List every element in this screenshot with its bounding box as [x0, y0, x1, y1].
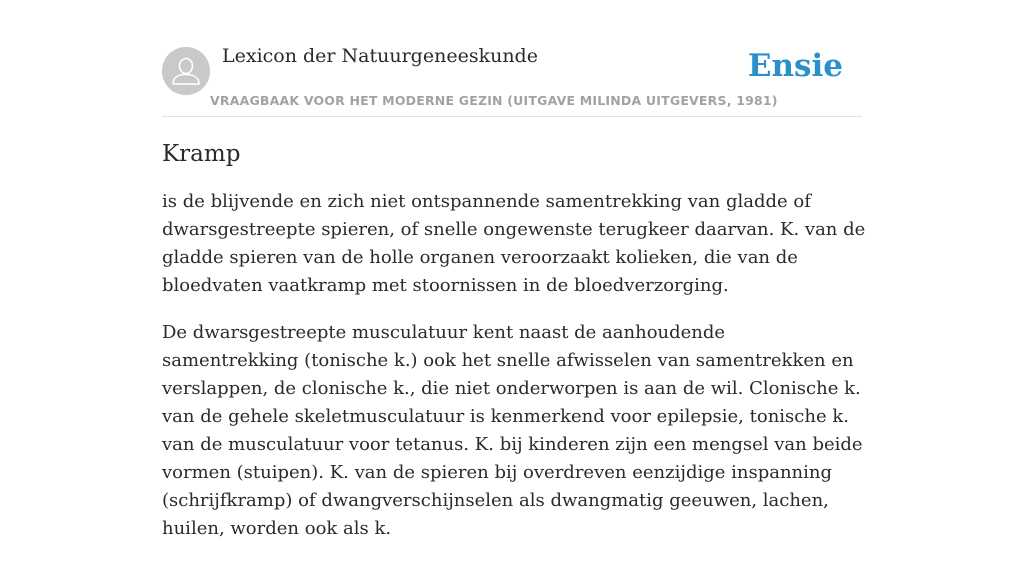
user-silhouette-icon[interactable]	[162, 47, 210, 95]
article-body	[162, 188, 866, 543]
source-title-link[interactable]: Lexicon der Natuurgeneeskunde	[222, 45, 538, 67]
page-title: Kramp	[162, 141, 241, 167]
source-subtitle: VRAAGBAAK VOOR HET MODERNE GEZIN (UITGAVE MILINDA UITGEVERS, 1981)	[210, 93, 778, 108]
source-header	[162, 0, 862, 117]
article-paragraph: De dwarsgestreepte musculatuur kent naast de aanhoudende samentrekking (tonische k.) ook het snelle afwisselen van samentrekken en verslappen, de clonische k., die niet onderworpen is aan de wil. Clonische k. van de gehele skeletmusculatuur is kenmerkend voor epilepsie, tonische k. van de musculatuur voor tetanus. K. bij kinderen zijn een mengsel van beide vormen (stuipen). K. van de spieren bij overdreven eenzijdige inspanning (schrijfkramp) of dwangverschijnselen als dwangmatig geeuwen, lachen, huilen, worden ook als k.	[162, 322, 863, 539]
brand-logo-link[interactable]: Ensie	[747, 48, 843, 84]
article	[162, 137, 866, 562]
article-paragraph: is de blijvende en zich niet ontspannende samentrekking van gladde of dwarsgestreepte spieren, of snelle ongewenste terugkeer daarvan. K. van de gladde spieren van de holle organen veroorzaakt kolieken, die van de bloedvaten vaatkramp met stoornissen in de bloedverzorging.	[162, 191, 866, 296]
